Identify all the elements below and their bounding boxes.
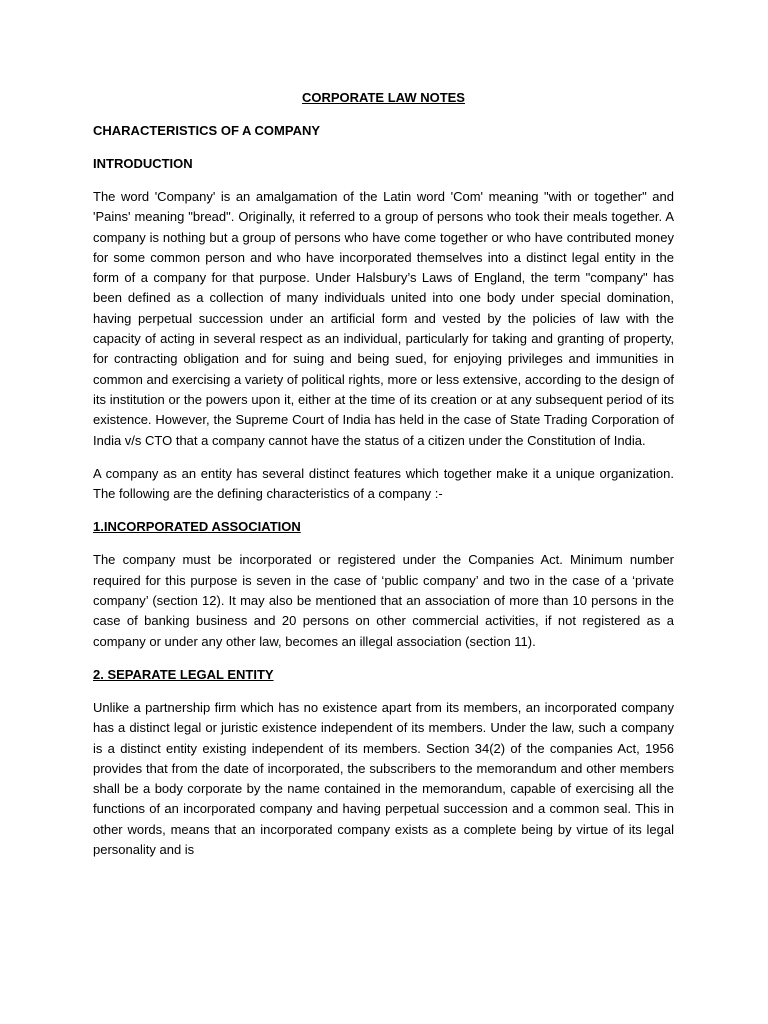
chapter-heading: CHARACTERISTICS OF A COMPANY xyxy=(93,123,321,138)
document-title: CORPORATE LAW NOTES xyxy=(302,90,465,105)
paragraph: A company as an entity has several distinct features which together make it a unique organization. The following are the defining characteristics of a company :- xyxy=(93,465,674,502)
document-page xyxy=(93,88,674,873)
paragraph: The word 'Company' is an amalgamation of the Latin word 'Com' meaning "with or together" and 'Pains' meaning "bread". Originally, it referred to a group of persons who took their meals together. A company is nothing but a group of persons who have come together or who have contributed money for some common person and who have incorporated themselves into a distinct legal entity in the form of a company for that purpose. Under Halsbury’s Laws of England, the term "company" has been defined as a collection of many individuals united into one body under special domination, having perpetual succession under an artificial form and vested by the policies of law with the capacity of acting in several respect as an individual, particularly for taking and granting of property, for contracting obligation and for suing and being sued, for enjoying privileges and immunities in common and exercising a variety of political rights, more or less extensive, according to the design of its institution or the powers upon it, either at the time of its creation or at any subsequent period of its existence. However, the Supreme Court of India has held in the case of State Trading Corporation of India v/s CTO that a company cannot have the status of a citizen under the Constitution of India. xyxy=(93,189,674,448)
section-heading-introduction: INTRODUCTION xyxy=(93,156,193,171)
section-heading-incorporated-association: 1.INCORPORATED ASSOCIATION xyxy=(93,519,301,535)
section-heading-separate-legal-entity: 2. SEPARATE LEGAL ENTITY xyxy=(93,666,274,682)
paragraph: The company must be incorporated or registered under the Companies Act. Minimum number required for this purpose is seven in the case of ‘public company’ and two in the case of a ‘private company’ (section 12). It may also be mentioned that an association of more than 10 persons in the case of banking business and 20 persons on other commercial activities, if not registered as a company or under any other law, becomes an illegal association (section 11). xyxy=(93,552,674,649)
paragraph: Unlike a partnership firm which has no existence apart from its members, an incorporated company has a distinct legal or juristic existence independent of its members. Under the law, such a company is a distinct entity existing independent of its members. Section 34(2) of the companies Act, 1956 provides that from the date of incorporated, the subscribers to the memorandum and other members shall be a body corporate by the name contained in the memorandum, capable of exercising all the functions of an incorporated company and having perpetual succession and a common seal. This in other words, means that an incorporated company exists as a complete being by virtue of its legal personality and is xyxy=(93,699,674,858)
